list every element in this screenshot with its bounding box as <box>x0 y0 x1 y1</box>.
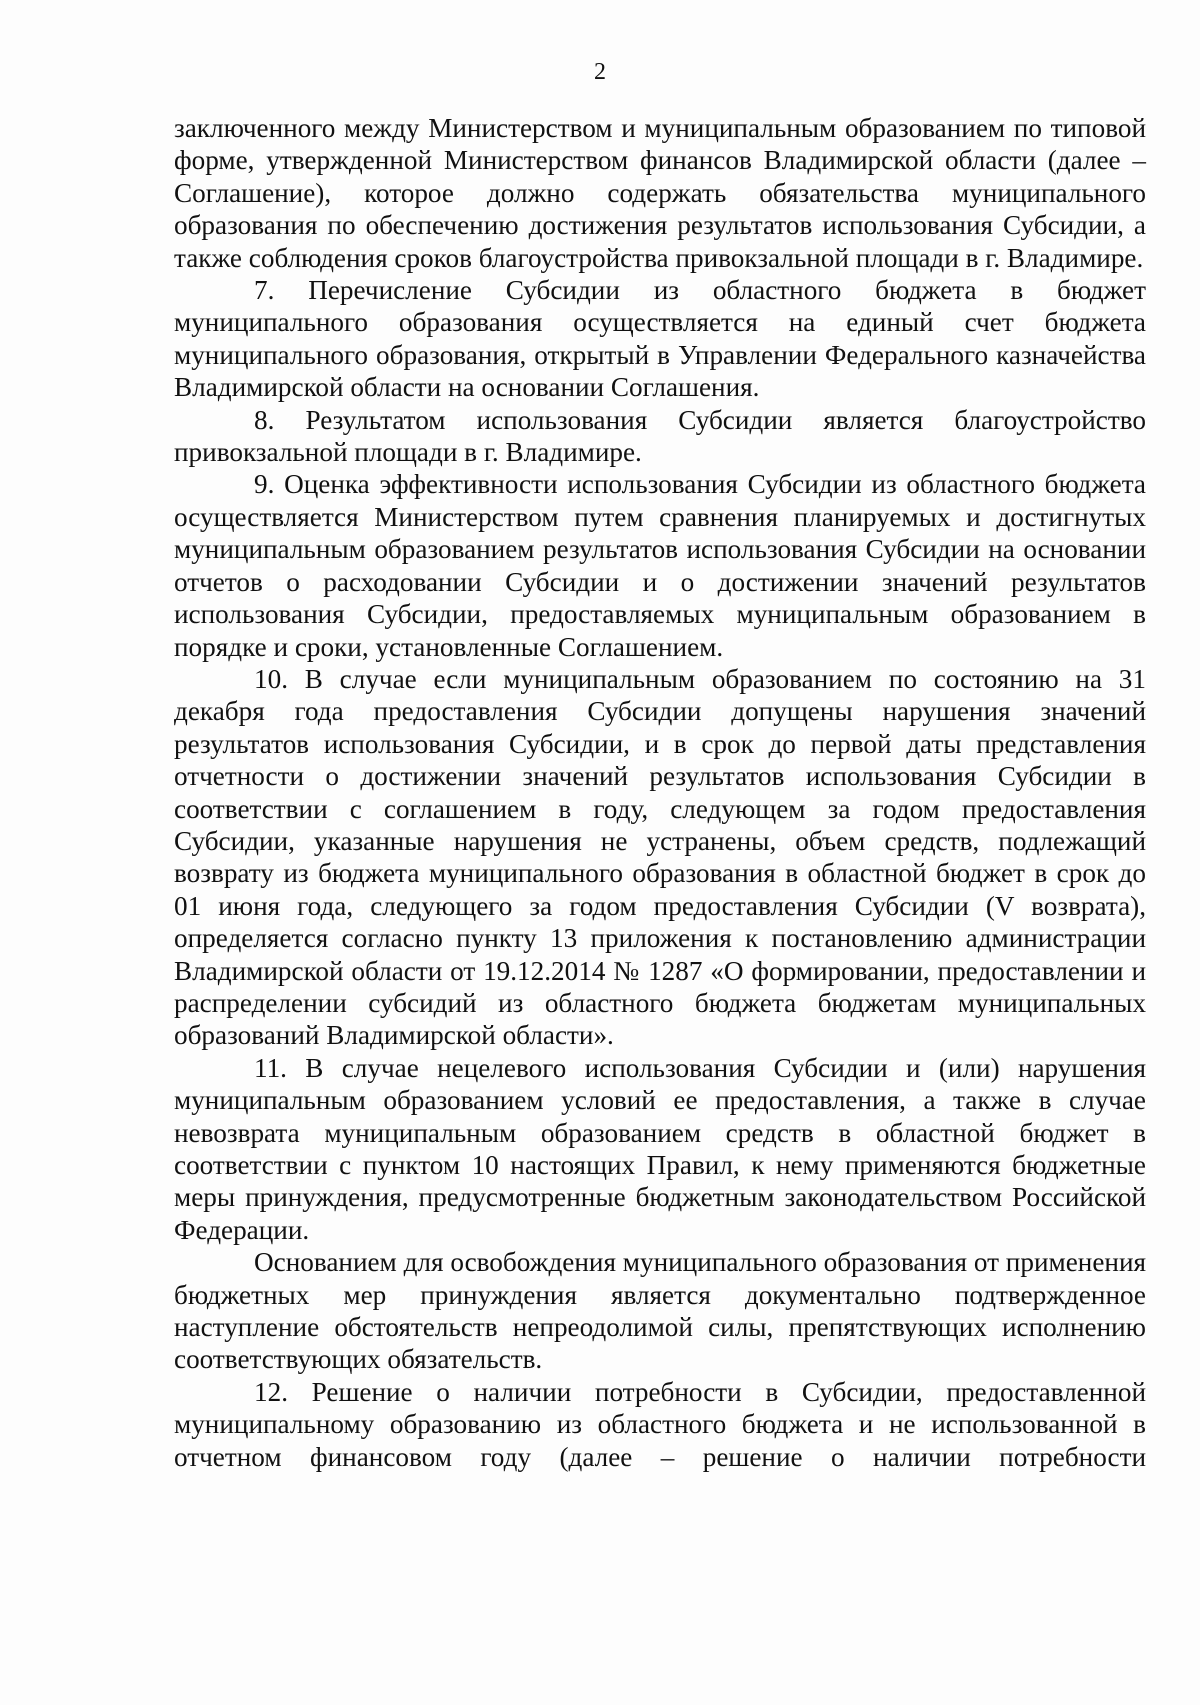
paragraph-10: 10. В случае если муниципальным образованием по состоянию на 31 декабря года предоставления Субсидии допущены нарушения значений результатов использования Субсидии, и в срок до первой даты представления отчетности о достижении значений результатов использования Субсидии в соответствии с соглашением в году, следующем за годом предоставления Субсидии, указанные нарушения не устранены, объем средств, подлежащий возврату из бюджета муниципального образования в областной бюджет в срок до 01 июня года, следующего за годом предоставления Субсидии (V возврата), определяется согласно пункту 13 приложения к постановлению администрации Владимирской области от 19.12.2014 № 1287 «О формировании, предоставлении и распределении субсидий из областного бюджета бюджетам муниципальных образований Владимирской области». <box>174 663 1146 1051</box>
paragraph-continuation: заключенного между Министерством и муниципальным образованием по типовой форме, утвержденной Министерством финансов Владимирской области (далее – Соглашение), которое должно содержать обязательства муниципального образования по обеспечению достижения результатов использования Субсидии, а также соблюдения сроков благоустройства привокзальной площади в г. Владимире. <box>174 113 1146 273</box>
document-body <box>174 112 1146 1473</box>
paragraph-7: 7. Перечисление Субсидии из областного бюджета в бюджет муниципального образования осуществляется на единый счет бюджета муниципального образования, открытый в Управлении Федерального казначейства Владимирской области на основании Соглашения. <box>174 275 1146 403</box>
paragraph-12: 12. Решение о наличии потребности в Субсидии, предоставленной муниципальному образованию из областного бюджета и не использованной в отчетном финансовом году (далее – решение о наличии потребности <box>174 1376 1146 1472</box>
page-number: 2 <box>594 59 606 85</box>
paragraph-11-exemption: Основанием для освобождения муниципального образования от применения бюджетных мер принуждения является документально подтвержденное наступление обстоятельств непреодолимой силы, препятствующих исполнению соответствующих обязательств. <box>174 1247 1146 1375</box>
paragraph-8: 8. Результатом использования Субсидии является благоустройство привокзальной площади в г. Владимире. <box>174 404 1146 468</box>
paragraph-11: 11. В случае нецелевого использования Субсидии и (или) нарушения муниципальным образованием условий ее предоставления, а также в случае невозврата муниципальным образованием средств в областной бюджет в соответствии с пунктом 10 настоящих Правил, к нему применяются бюджетные меры принуждения, предусмотренные бюджетным законодательством Российской Федерации. <box>174 1052 1146 1245</box>
paragraph-9: 9. Оценка эффективности использования Субсидии из областного бюджета осуществляется Министерством путем сравнения планируемых и достигнутых муниципальным образованием результатов использования Субсидии на основании отчетов о расходовании Субсидии и о достижении значений результатов использования Субсидии, предоставляемых муниципальным образованием в порядке и сроки, установленные Соглашением. <box>174 469 1146 662</box>
